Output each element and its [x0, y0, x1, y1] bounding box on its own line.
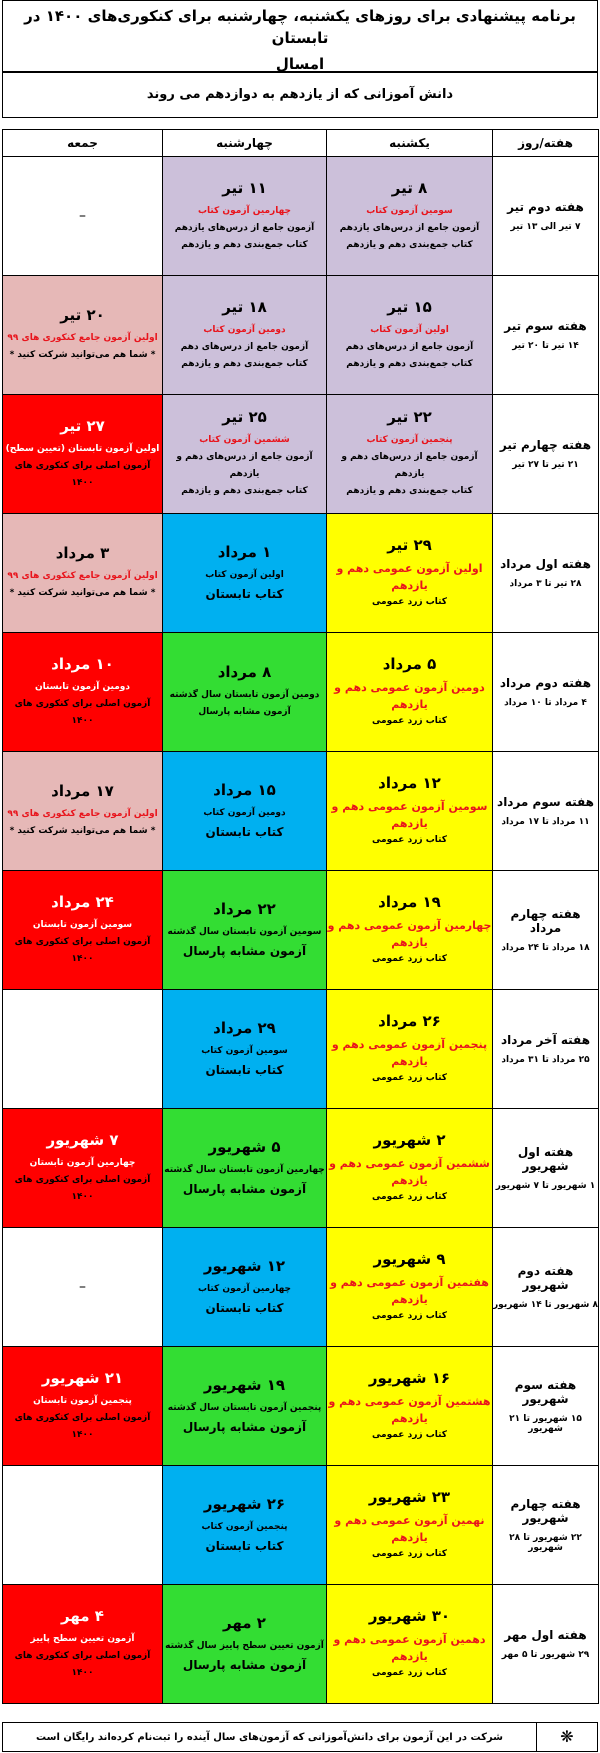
wednesday-exam-line: چهارمین آزمون کتاب — [197, 205, 292, 216]
wednesday-exam-line: دومین آزمون کتاب — [203, 807, 286, 818]
sunday-cell — [327, 1466, 493, 1585]
wednesday-cell — [163, 1347, 327, 1466]
sunday-exam-line: کتاب زرد عمومی — [371, 1548, 448, 1559]
friday-date: ۲۰ تیر — [60, 306, 105, 324]
sunday-exam-line: کتاب زرد عمومی — [371, 953, 448, 964]
wednesday-exam-line: آزمون مشابه پارسال — [182, 1181, 307, 1196]
wednesday-exam-line: آزمون جامع از درس‌های دهم و یازدهم — [176, 452, 313, 479]
sunday-cell — [327, 871, 493, 990]
week-cell — [493, 1228, 599, 1347]
week-cell — [493, 1466, 599, 1585]
header-wednesday: چهارشنبه — [163, 130, 327, 157]
friday-exam-line: آزمون اصلی برای کنکوری های ۱۴۰۰ — [14, 1650, 151, 1678]
wednesday-exam-line: سومین آزمون کتاب — [201, 1045, 288, 1056]
week-range: ۱۵ شهریور تا ۲۱ شهریور — [509, 1414, 582, 1434]
wednesday-exam-line: دومین آزمون تابستان سال گذشته — [169, 690, 320, 700]
week-name: هفته سوم شهریور — [514, 1378, 577, 1406]
sunday-exam-line: آزمون جامع از درس‌های دهم و یازدهم — [341, 452, 478, 479]
sunday-exam-line: ششمین آزمون عمومی دهم و یازدهم — [329, 1156, 490, 1187]
wednesday-date: ۲۵ تیر — [222, 408, 267, 426]
wednesday-exam-line: کتاب تابستان — [205, 1538, 284, 1553]
schedule-row — [3, 514, 599, 633]
sunday-cell — [327, 395, 493, 514]
wednesday-date: ۲ مهر — [223, 1613, 266, 1632]
wednesday-exam-line: آزمون مشابه پارسال — [182, 1419, 307, 1434]
wednesday-cell — [163, 1228, 327, 1347]
friday-cell — [3, 1466, 163, 1585]
friday-exam-line: اولین آزمون تابستان (تعیین سطح) — [5, 443, 160, 454]
friday-cell — [3, 633, 163, 752]
friday-date: ۳ مرداد — [55, 544, 110, 562]
week-name: هفته چهارم تیر — [499, 438, 592, 452]
wednesday-exam-line: دومین آزمون کتاب — [203, 324, 286, 335]
week-cell — [493, 157, 599, 276]
wednesday-exam-line: پنجمین آزمون کتاب — [201, 1521, 288, 1532]
friday-exam-line: دومین آزمون تابستان — [34, 681, 131, 692]
friday-cell — [3, 1347, 163, 1466]
header-friday: جمعه — [3, 130, 163, 157]
sunday-exam-line: آزمون جامع از درس‌های دهم — [345, 341, 474, 352]
sunday-cell — [327, 276, 493, 395]
week-range: ۸ شهریور تا ۱۴ شهریور — [493, 1300, 598, 1310]
page-title-line1: برنامه پیشنهادی برای روزهای یکشنبه، چهارشنبه برای کنکوری‌های ۱۴۰۰ در تابستان — [24, 7, 576, 47]
wednesday-exam-line: کتاب تابستان — [205, 1300, 284, 1315]
wednesday-exam-line: کتاب جمع‌بندی دهم و یازدهم — [181, 239, 308, 250]
sunday-cell — [327, 752, 493, 871]
sunday-exam-line: کتاب زرد عمومی — [371, 1667, 448, 1678]
wednesday-exam-line: پنجمین آزمون تابستان سال گذشته — [167, 1402, 322, 1413]
week-range: ۲۲ شهریور تا ۲۸ شهریور — [509, 1533, 582, 1553]
friday-cell — [3, 752, 163, 871]
schedule-row — [3, 1109, 599, 1228]
wednesday-cell — [163, 633, 327, 752]
schedule-table — [2, 129, 599, 1704]
sunday-date: ۲۲ تیر — [387, 408, 432, 426]
sunday-cell — [327, 1347, 493, 1466]
week-range: ۴ مرداد تا ۱۰ مرداد — [504, 698, 587, 708]
friday-exam-line: پنجمین آزمون تابستان — [33, 1395, 132, 1406]
wednesday-date: ۱۱ تیر — [222, 178, 267, 197]
wednesday-cell — [163, 276, 327, 395]
wednesday-cell — [163, 1585, 327, 1704]
wednesday-cell — [163, 752, 327, 871]
schedule-body — [3, 157, 599, 1704]
sunday-date: ۲ شهریور — [373, 1130, 446, 1149]
wednesday-exam-line: آزمون تعیین سطح پاییز سال گذشته — [165, 1640, 324, 1651]
week-name: هفته سوم تیر — [504, 319, 587, 333]
week-name: هفته چهارم شهریور — [510, 1497, 581, 1525]
sunday-exam-line: کتاب جمع‌بندی دهم و یازدهم — [346, 358, 473, 369]
sunday-date: ۹ شهریور — [373, 1249, 446, 1268]
wednesday-cell — [163, 1109, 327, 1228]
wednesday-date: ۸ مرداد — [217, 663, 272, 681]
subtitle: دانش آموزانی که از یازدهم به دوازدهم می روند — [2, 72, 598, 118]
friday-cell — [3, 1109, 163, 1228]
week-range: ۱۴ تیر تا ۲۰ تیر — [512, 341, 579, 351]
wednesday-exam-line: کتاب تابستان — [205, 586, 284, 601]
wednesday-exam-line: سومین آزمون تابستان سال گذشته — [167, 926, 322, 937]
sunday-exam-line: پنجمین آزمون عمومی دهم و یازدهم — [331, 1037, 488, 1068]
sunday-exam-line: پنجمین آزمون کتاب — [366, 435, 453, 445]
schedule-row — [3, 990, 599, 1109]
sunday-exam-line: هفتمین آزمون عمومی دهم و یازدهم — [330, 1275, 489, 1306]
friday-exam-line: آزمون اصلی برای کنکوری های ۱۴۰۰ — [14, 936, 151, 964]
wednesday-exam-line: آزمون مشابه پارسال — [182, 1657, 307, 1672]
sunday-exam-line: آزمون جامع از درس‌های یازدهم — [339, 222, 480, 233]
week-range: ۲۹ شهریور تا ۵ مهر — [501, 1650, 590, 1660]
week-cell — [493, 1585, 599, 1704]
week-cell — [493, 395, 599, 514]
schedule-row — [3, 395, 599, 514]
header-sunday: یکشنبه — [327, 130, 493, 157]
schedule-row — [3, 752, 599, 871]
sunday-date: ۲۳ شهریور — [368, 1487, 451, 1506]
friday-exam-line: آزمون اصلی برای کنکوری های ۱۴۰۰ — [14, 1412, 151, 1440]
sunday-exam-line: نهمین آزمون عمومی دهم و یازدهم — [334, 1513, 485, 1544]
wednesday-date: ۲۹ مرداد — [213, 1018, 276, 1037]
week-name: هفته چهارم مرداد — [510, 907, 581, 935]
friday-exam-line: اولین آزمون جامع کنکوری های ۹۹ — [7, 333, 158, 343]
sunday-exam-line: کتاب زرد عمومی — [371, 1429, 448, 1440]
sunday-exam-line: کتاب زرد عمومی — [371, 1310, 448, 1321]
sunday-exam-line: هشتمین آزمون عمومی دهم و یازدهم — [328, 1394, 491, 1425]
friday-exam-line: آزمون تعیین سطح پاییز — [30, 1633, 135, 1644]
wednesday-exam-line: کتاب جمع‌بندی دهم و یازدهم — [181, 358, 308, 369]
week-range: ۲۸ تیر تا ۳ مرداد — [509, 579, 582, 589]
week-cell — [493, 752, 599, 871]
wednesday-date: ۲۶ شهریور — [203, 1494, 286, 1513]
sunday-exam-line: دومین آزمون عمومی دهم و یازدهم — [334, 680, 485, 711]
wednesday-exam-line: کتاب تابستان — [205, 1062, 284, 1077]
sunday-exam-line: اولین آزمون کتاب — [370, 324, 449, 335]
wednesday-date: ۱۹ شهریور — [203, 1375, 286, 1394]
week-range: ۱۱ مرداد تا ۱۷ مرداد — [501, 817, 590, 827]
wednesday-exam-line: ششمین آزمون کتاب — [199, 435, 290, 445]
friday-date: ۱۰ مرداد — [51, 654, 114, 673]
sunday-date: ۱۹ مرداد — [378, 892, 441, 911]
friday-date: ۴ مهر — [61, 1606, 104, 1625]
sunday-date: ۲۹ تیر — [387, 535, 432, 554]
week-cell — [493, 1347, 599, 1466]
wednesday-date: ۱۲ شهریور — [203, 1256, 286, 1275]
header-week: هفته/روز — [493, 130, 599, 157]
friday-cell — [3, 276, 163, 395]
sunday-date: ۱۶ شهریور — [368, 1368, 451, 1387]
wednesday-date: ۵ شهریور — [208, 1137, 281, 1156]
wednesday-exam-line: چهارمین آزمون تابستان سال گذشته — [164, 1164, 325, 1175]
wednesday-date: ۱۵ مرداد — [213, 780, 276, 799]
title-box — [2, 0, 598, 72]
week-name: هفته دوم شهریور — [517, 1264, 574, 1292]
sunday-exam-line: کتاب زرد عمومی — [371, 596, 448, 607]
sunday-exam-line: سومین آزمون عمومی دهم و یازدهم — [331, 799, 488, 830]
week-range: ۱۸ مرداد تا ۲۴ مرداد — [501, 943, 590, 953]
sunday-cell — [327, 514, 493, 633]
friday-exam-line: اولین آزمون جامع کنکوری های ۹۹ — [7, 809, 158, 819]
week-cell — [493, 871, 599, 990]
week-name: هفته سوم مرداد — [497, 795, 594, 809]
friday-cell — [3, 514, 163, 633]
friday-date: ۲۷ تیر — [60, 416, 105, 435]
sunday-cell — [327, 157, 493, 276]
sunday-exam-line: کتاب زرد عمومی — [371, 715, 448, 726]
friday-cell — [3, 1228, 163, 1347]
header-row — [3, 130, 599, 157]
wednesday-cell — [163, 514, 327, 633]
friday-exam-line: اولین آزمون جامع کنکوری های ۹۹ — [7, 571, 158, 581]
wednesday-exam-line: آزمون مشابه پارسال — [198, 707, 291, 717]
week-range: ۱ شهریور تا ۷ شهریور — [495, 1181, 596, 1191]
schedule-row — [3, 276, 599, 395]
sunday-date: ۳۰ شهریور — [368, 1606, 451, 1625]
sunday-date: ۸ تیر — [391, 178, 428, 197]
wednesday-date: ۱۸ تیر — [222, 297, 267, 316]
sunday-exam-line: کتاب زرد عمومی — [371, 1072, 448, 1083]
friday-exam-line: آزمون اصلی برای کنکوری های ۱۴۰۰ — [14, 1174, 151, 1202]
week-cell — [493, 276, 599, 395]
week-range: ۷ تیر الی ۱۳ تیر — [510, 222, 581, 232]
sunday-exam-line: کتاب جمع‌بندی دهم و یازدهم — [346, 486, 473, 496]
wednesday-date: ۱ مرداد — [217, 542, 272, 561]
wednesday-cell — [163, 395, 327, 514]
sunday-exam-line: کتاب زرد عمومی — [371, 834, 448, 845]
week-cell — [493, 514, 599, 633]
schedule-row — [3, 1347, 599, 1466]
sunday-exam-line: اولین آزمون عمومی دهم و یازدهم — [336, 561, 483, 592]
week-cell — [493, 990, 599, 1109]
week-range: ۲۵ مرداد تا ۳۱ مرداد — [501, 1055, 590, 1065]
friday-exam-line: * شما هم می‌توانید شرکت کنید * — [9, 826, 156, 836]
sunday-exam-line: سومین آزمون کتاب — [366, 205, 453, 216]
week-name: هفته آخر مرداد — [500, 1033, 591, 1047]
page-title-line2: امسال — [275, 55, 325, 73]
friday-exam-line: * شما هم می‌توانید شرکت کنید * — [9, 588, 156, 598]
week-name: هفته اول شهریور — [517, 1145, 574, 1173]
week-name: هفته اول مهر — [504, 1628, 587, 1642]
schedule-row — [3, 1228, 599, 1347]
wednesday-cell — [163, 990, 327, 1109]
wednesday-exam-line: کتاب تابستان — [205, 824, 284, 839]
friday-exam-line: آزمون اصلی برای کنکوری های ۱۴۰۰ — [14, 698, 151, 726]
friday-date: ۱۷ مرداد — [51, 782, 114, 800]
sunday-cell — [327, 1228, 493, 1347]
sunday-exam-line: کتاب زرد عمومی — [371, 1191, 448, 1202]
schedule-row — [3, 1585, 599, 1704]
sunday-cell — [327, 633, 493, 752]
friday-date: ۷ شهریور — [46, 1130, 119, 1149]
sunday-date: ۲۶ مرداد — [378, 1011, 441, 1030]
friday-exam-line: * شما هم می‌توانید شرکت کنید * — [9, 350, 156, 360]
friday-dash: – — [79, 208, 86, 224]
week-name: هفته دوم تیر — [507, 200, 584, 214]
wednesday-exam-line: اولین آزمون کتاب — [205, 569, 284, 580]
friday-exam-line: چهارمین آزمون تابستان — [29, 1157, 136, 1168]
wednesday-exam-line: آزمون جامع از درس‌های یازدهم — [174, 222, 315, 233]
wednesday-exam-line: کتاب جمع‌بندی دهم و یازدهم — [181, 486, 308, 496]
wednesday-exam-line: چهارمین آزمون کتاب — [197, 1283, 292, 1294]
sunday-date: ۱۵ تیر — [387, 297, 432, 316]
sunday-cell — [327, 1585, 493, 1704]
week-cell — [493, 633, 599, 752]
week-name: هفته اول مرداد — [500, 557, 591, 571]
friday-cell — [3, 157, 163, 276]
footer-text: شرکت در این آزمون برای دانش‌آموزانی که آزمون‌های سال آینده را ثبت‌نام کرده‌اند رایگان است — [36, 1731, 503, 1743]
sunday-cell — [327, 990, 493, 1109]
friday-cell — [3, 990, 163, 1109]
schedule-row — [3, 633, 599, 752]
friday-date: ۲۴ مرداد — [51, 892, 114, 911]
friday-exam-line: آزمون اصلی برای کنکوری های ۱۴۰۰ — [14, 460, 151, 488]
sunday-exam-line: دهمین آزمون عمومی دهم و یازدهم — [333, 1632, 486, 1663]
wednesday-exam-line: آزمون مشابه پارسال — [182, 943, 307, 958]
friday-cell — [3, 1585, 163, 1704]
schedule-row — [3, 1466, 599, 1585]
sunday-date: ۱۲ مرداد — [378, 773, 441, 792]
schedule-row — [3, 871, 599, 990]
schedule-row — [3, 157, 599, 276]
week-cell — [493, 1109, 599, 1228]
sunday-exam-line: چهارمین آزمون عمومی دهم و یازدهم — [327, 918, 492, 949]
friday-dash: – — [79, 1279, 86, 1295]
wednesday-exam-line: آزمون جامع از درس‌های دهم — [180, 341, 309, 352]
footnote-star-icon: ❋ — [536, 1723, 597, 1751]
week-name: هفته دوم مرداد — [499, 676, 592, 690]
week-range: ۲۱ تیر تا ۲۷ تیر — [512, 460, 579, 470]
sunday-cell — [327, 1109, 493, 1228]
friday-cell — [3, 871, 163, 990]
friday-date: ۲۱ شهریور — [41, 1368, 124, 1387]
footer-note — [2, 1722, 598, 1752]
sunday-exam-line: کتاب جمع‌بندی دهم و یازدهم — [346, 239, 473, 250]
wednesday-cell — [163, 871, 327, 990]
sunday-date: ۵ مرداد — [382, 654, 437, 673]
wednesday-date: ۲۲ مرداد — [213, 899, 276, 918]
friday-cell — [3, 395, 163, 514]
wednesday-cell — [163, 1466, 327, 1585]
wednesday-cell — [163, 157, 327, 276]
friday-exam-line: سومین آزمون تابستان — [32, 919, 133, 930]
